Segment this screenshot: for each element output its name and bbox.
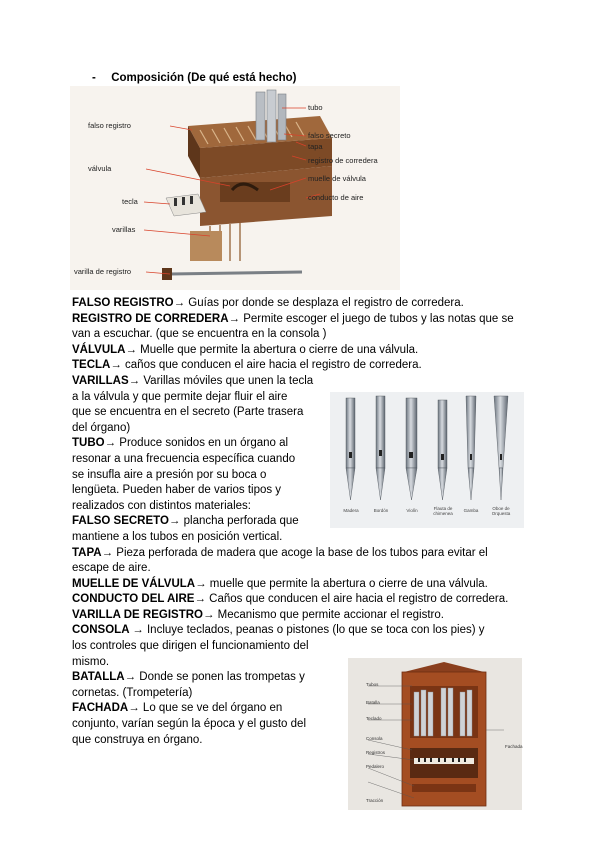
arrow: → [128, 702, 140, 715]
entry-line: van a escuchar. (que se encuentra en la consola ) [72, 328, 327, 341]
arrow: → [168, 515, 181, 528]
entry-line: mantiene a los tubos en posición vertical. [72, 530, 283, 543]
arrow: → [125, 343, 137, 356]
entry-conducto-del-aire [72, 592, 514, 608]
label-tecla: tecla [122, 197, 138, 206]
term: VÁLVULA [72, 343, 126, 356]
entry-line: Donde se ponen las trompetas y [136, 671, 305, 684]
console-label-pedalero: Pedalero [366, 764, 385, 769]
label-registro-de-corredera: registro de corredera [308, 156, 378, 165]
term: CONDUCTO DEL AIRE [72, 593, 195, 606]
console-label-batalla: Batalla [366, 700, 380, 705]
entry-line: Lo que se ve del órgano en [139, 702, 283, 715]
entry-line: Incluye teclados, peanas o pistones (lo que se toca con los pies) y [143, 624, 485, 637]
entry-line: conjunto, varían según la época y el gusto del [72, 718, 306, 731]
term: VARILLA DE REGISTRO [72, 608, 203, 621]
term: FACHADA [72, 702, 129, 715]
entry-varillas [72, 374, 514, 390]
arrow: → [110, 359, 122, 372]
entry-consola [72, 623, 514, 639]
entry-line: se insufla aire a presión por su boca o [72, 468, 267, 481]
entry-line: Produce sonidos en un órgano al [116, 437, 289, 450]
label-tubo: tubo [308, 103, 323, 112]
console-label-consola: Consola [366, 736, 383, 741]
arrow: → [128, 374, 141, 387]
entry-line: realizados con distintos materiales: [72, 499, 251, 512]
entry-line: Permite escoger el juego de tubos y las notas que se [240, 312, 514, 325]
entry-registro-de-corredera [72, 312, 514, 328]
mechanism-figure [70, 86, 400, 290]
pipe-caption: Flauta de chimenea [433, 506, 453, 516]
term: TUBO [72, 437, 105, 450]
entry-tecla [72, 358, 514, 374]
entry-varilla-de-registro [72, 608, 514, 624]
entry-line: lengüeta. Pueden haber de varios tipos y [72, 484, 282, 497]
arrow: → [132, 624, 144, 637]
entry-line: escape de aire. [72, 562, 151, 575]
entry-line: Varillas móviles que unen la tecla [140, 374, 314, 387]
pipe-caption: Oboe de Orquesta [491, 506, 511, 516]
label-falso-secreto: falso secreto [308, 131, 351, 140]
entry-line: del órgano) [72, 421, 131, 434]
arrow: → [104, 437, 117, 450]
mechanism-illustration [70, 86, 400, 290]
pipe-caption: Bordón [373, 508, 389, 513]
term: FALSO REGISTRO [72, 297, 174, 309]
arrow: → [228, 312, 241, 325]
term: REGISTRO DE CORREDERA [72, 312, 229, 325]
pipes-figure [330, 392, 524, 528]
arrow: → [101, 546, 114, 559]
term: CONSOLA [72, 624, 133, 637]
label-valvula: válvula [88, 164, 112, 173]
entry-line: los controles que dirigen el funcionamiento del [72, 640, 309, 653]
label-tapa: tapa [308, 142, 323, 151]
pipe-caption: Gamba [463, 508, 479, 513]
term: TECLA [72, 359, 111, 372]
console-label-teclado: Teclado [366, 716, 382, 721]
entry-valvula [72, 343, 514, 359]
entry-line: que se encuentra en el secreto (Parte trasera [72, 406, 304, 419]
console-label-traccion: Tracción [366, 798, 384, 803]
label-varilla-de-registro: varilla de registro [74, 267, 132, 276]
entry-line: plancha perforada que [180, 515, 299, 528]
term: MUELLE DE VÁLVULA [72, 577, 196, 590]
term: FALSO SECRETO [72, 515, 169, 528]
entry-line: que construya en órgano. [72, 733, 203, 746]
label-varillas: varillas [112, 225, 136, 234]
pipe-caption: Madera [343, 508, 359, 513]
console-figure [348, 658, 522, 810]
label-muelle-de-valvula: muelle de válvula [308, 174, 366, 183]
term: BATALLA [72, 671, 125, 684]
console-illustration [348, 658, 522, 810]
term: TAPA [72, 546, 102, 559]
label-falso-registro: falso registro [88, 121, 131, 130]
section-heading [92, 72, 297, 84]
bullet: - [92, 72, 96, 84]
entry-muelle-de-valvula [72, 577, 514, 593]
entry-line: caños que conducen el aire hacia el registro de corredera. [121, 359, 422, 372]
entry-line: Mecanismo que permite accionar el registro. [214, 608, 444, 621]
arrow: → [124, 671, 137, 684]
arrow: → [194, 593, 206, 606]
entry-line: resonar a una frecuencia específica cuando [72, 452, 296, 465]
console-label-registros: Registros [366, 750, 386, 755]
entry-falso-registro [72, 296, 514, 312]
term: VARILLAS [72, 374, 129, 387]
entry-tapa [72, 546, 514, 562]
entry-line: Pieza perforada de madera que acoge la base de los tubos para evitar el [113, 546, 488, 559]
arrow: → [202, 608, 215, 621]
label-conducto-de-aire: conducto de aire [308, 193, 364, 202]
arrow: → [195, 577, 207, 590]
entry-line: Guías por donde se desplaza el registro de corredera. [185, 297, 464, 309]
console-label-tubos: Tubos [366, 682, 379, 687]
console-label-fachada: Fachada [505, 744, 523, 749]
entry-line: muelle que permite la abertura o cierre de una válvula. [206, 577, 488, 590]
heading-text: Composición (De qué está hecho) [111, 72, 297, 84]
entry-line: Muelle que permite la abertura o cierre de una válvula. [136, 343, 419, 356]
entry-line: cornetas. (Trompetería) [72, 686, 193, 699]
entry-line: mismo. [72, 655, 110, 668]
pipe-caption: Violín [406, 508, 418, 513]
entry-line: a la válvula y que permite dejar fluir el aire [72, 390, 288, 403]
arrow: → [173, 297, 186, 309]
entry-line: Caños que conducen el aire hacia el registro de corredera. [205, 593, 509, 606]
